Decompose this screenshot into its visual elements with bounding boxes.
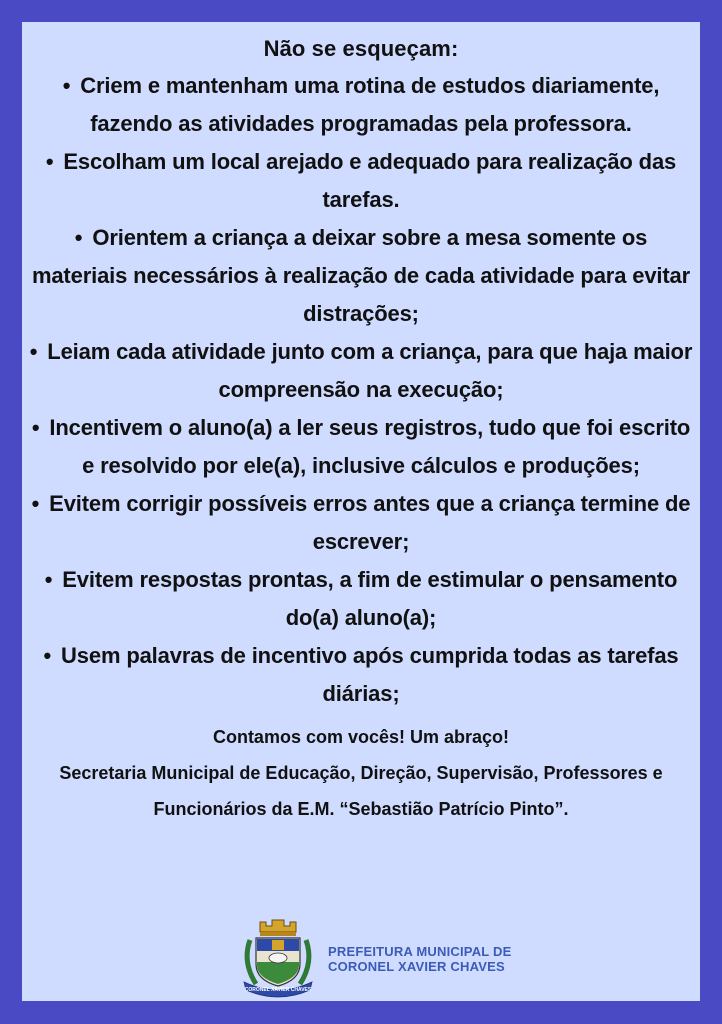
list-item-text: Escolham um local arejado e adequado para realização das tarefas. — [63, 149, 677, 212]
bullet-icon: • — [74, 225, 83, 250]
list-item — [22, 485, 700, 561]
notice-heading: Não se esqueçam: — [263, 36, 459, 61]
notice-page — [22, 22, 700, 1001]
bullet-icon: • — [31, 491, 40, 516]
municipality-name — [328, 944, 511, 974]
notice-content — [22, 34, 700, 827]
coat-of-arms-icon — [236, 918, 320, 998]
list-item — [22, 409, 700, 485]
list-item-text: Leiam cada atividade junto com a criança, para que haja maior compreensão na execução; — [47, 339, 693, 402]
list-item-text: Orientem a criança a deixar sobre a mesa somente os materiais necessários à realização de cada atividade para evitar distrações; — [31, 225, 691, 326]
closing-message: Contamos com vocês! Um abraço! — [212, 727, 510, 747]
list-item-text: Incentivem o aluno(a) a ler seus registros, tudo que foi escrito e resolvido por ele(a), inclusive cálculos e produções; — [49, 415, 691, 478]
bullet-icon: • — [29, 339, 38, 364]
municipality-name-line2: CORONEL XAVIER CHAVES — [328, 959, 505, 974]
bullet-icon: • — [31, 415, 40, 440]
footer — [236, 918, 526, 998]
list-item-text: Evitem respostas prontas, a fim de estimular o pensamento do(a) aluno(a); — [62, 567, 678, 630]
bullet-icon: • — [62, 73, 71, 98]
list-item — [22, 143, 700, 219]
list-item — [22, 333, 700, 409]
municipality-name-line1: PREFEITURA MUNICIPAL DE — [328, 944, 512, 959]
list-item-text: Criem e mantenham uma rotina de estudos diariamente, fazendo as atividades programadas pela professora. — [80, 73, 660, 136]
list-item — [22, 67, 700, 143]
list-item — [22, 637, 700, 713]
bullet-icon: • — [45, 149, 54, 174]
list-item — [22, 219, 700, 333]
list-item-text: Evitem corrigir possíveis erros antes que a criança termine de escrever; — [49, 491, 691, 554]
signature: Secretaria Municipal de Educação, Direção, Supervisão, Professores e Funcionários da E.M. “Sebastião Patrício Pinto”. — [59, 763, 663, 819]
list-item — [22, 561, 700, 637]
bullet-icon: • — [44, 567, 53, 592]
bullet-icon: • — [43, 643, 52, 668]
crest-ribbon-text: CORONEL XAVIER CHAVES — [244, 987, 312, 993]
list-item-text: Usem palavras de incentivo após cumprida todas as tarefas diárias; — [61, 643, 679, 706]
